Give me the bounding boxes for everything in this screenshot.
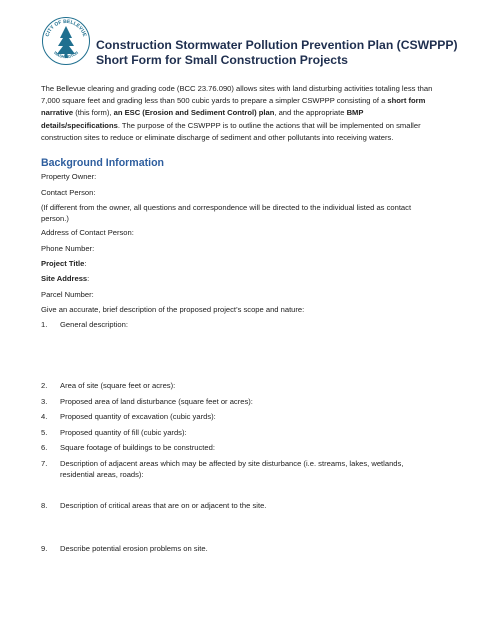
parcel-number-field[interactable]: Parcel Number:: [41, 290, 94, 299]
item-number: 7.: [41, 459, 48, 468]
scope-prompt: Give an accurate, brief description of the proposed project’s scope and nature:: [41, 305, 305, 314]
list-item[interactable]: [41, 501, 267, 512]
item-text: Square footage of buildings to be constructed:: [60, 443, 215, 452]
item-number: 9.: [41, 544, 48, 553]
item-text: Description of critical areas that are on or adjacent to the site.: [60, 501, 267, 510]
intro-text-2: (this form),: [73, 108, 114, 118]
list-item[interactable]: [41, 397, 253, 408]
item-number: 5.: [41, 428, 48, 437]
contact-address-field[interactable]: Address of Contact Person:: [41, 228, 134, 237]
title-line-2: Short Form for Small Construction Projects: [96, 53, 348, 67]
item-text: Proposed quantity of fill (cubic yards):: [60, 428, 187, 437]
site-address-field[interactable]: [41, 274, 89, 285]
list-item[interactable]: [41, 381, 176, 392]
intro-bold-1: short form narrative: [41, 96, 426, 118]
city-of-bellevue-logo: [41, 16, 91, 66]
property-owner-field[interactable]: Property Owner:: [41, 172, 97, 181]
item-text: Proposed area of land disturbance (square feet or acres):: [60, 397, 253, 406]
intro-text-3: , and the appropriate: [274, 108, 347, 118]
list-item[interactable]: [41, 320, 128, 331]
item-text: General description:: [60, 320, 128, 329]
site-address-colon: :: [87, 274, 90, 283]
item-text: Proposed quantity of excavation (cubic yards):: [60, 412, 216, 421]
item-number: 4.: [41, 412, 48, 421]
list-item[interactable]: [41, 412, 216, 423]
intro-text-4: . The purpose of the CSWPPP is to outline the actions that will be implemented on smaller construction sites to reduce or eliminate discharge of sediment and other pollutants into receiving waters.: [41, 120, 421, 142]
list-item[interactable]: [41, 428, 187, 439]
page-title: [96, 38, 466, 68]
project-title-field[interactable]: [41, 259, 86, 270]
site-address-label: Site Address: [41, 274, 88, 283]
title-line-1: Construction Stormwater Pollution Prevention Plan (CSWPPP): [96, 38, 458, 52]
intro-text-1: The Bellevue clearing and grading code (BCC 23.76.090) allows sites with land disturbing activities totaling less than 7,000 square feet and grading less than 500 cubic yards to prepare a simpler CSWPPP consisting of a: [41, 84, 433, 106]
item-number: 8.: [41, 501, 48, 510]
item-number: 1.: [41, 320, 48, 329]
list-item[interactable]: [41, 443, 215, 454]
contact-note: (If different from the owner, all questions and correspondence will be directed to the individual listed as contact person.): [41, 203, 412, 223]
list-item[interactable]: [41, 459, 404, 479]
phone-number-field[interactable]: Phone Number:: [41, 244, 95, 253]
item-text: Describe potential erosion problems on site.: [60, 544, 208, 553]
contact-person-field[interactable]: Contact Person:: [41, 188, 96, 197]
project-title-label: Project Title: [41, 259, 85, 268]
svg-text:CITY OF BELLEVUE: CITY OF BELLEVUE: [44, 18, 88, 38]
section-heading-background: Background Information: [41, 157, 165, 169]
intro-paragraph: [41, 83, 441, 144]
intro-bold-2: an ESC (Erosion and Sediment Control) plan: [113, 108, 275, 118]
project-title-colon: :: [84, 259, 87, 268]
item-number: 3.: [41, 397, 48, 406]
svg-text:WASHINGTON: WASHINGTON: [52, 49, 80, 60]
intro-bold-3: BMP details/specifications: [41, 108, 364, 130]
item-number: 2.: [41, 381, 48, 390]
item-text: Description of adjacent areas which may be affected by site disturbance (i.e. streams, lakes, wetlands, residential areas, roads):: [60, 459, 404, 479]
item-number: 6.: [41, 443, 48, 452]
item-text: Area of site (square feet or acres):: [60, 381, 176, 390]
list-item[interactable]: [41, 544, 208, 555]
